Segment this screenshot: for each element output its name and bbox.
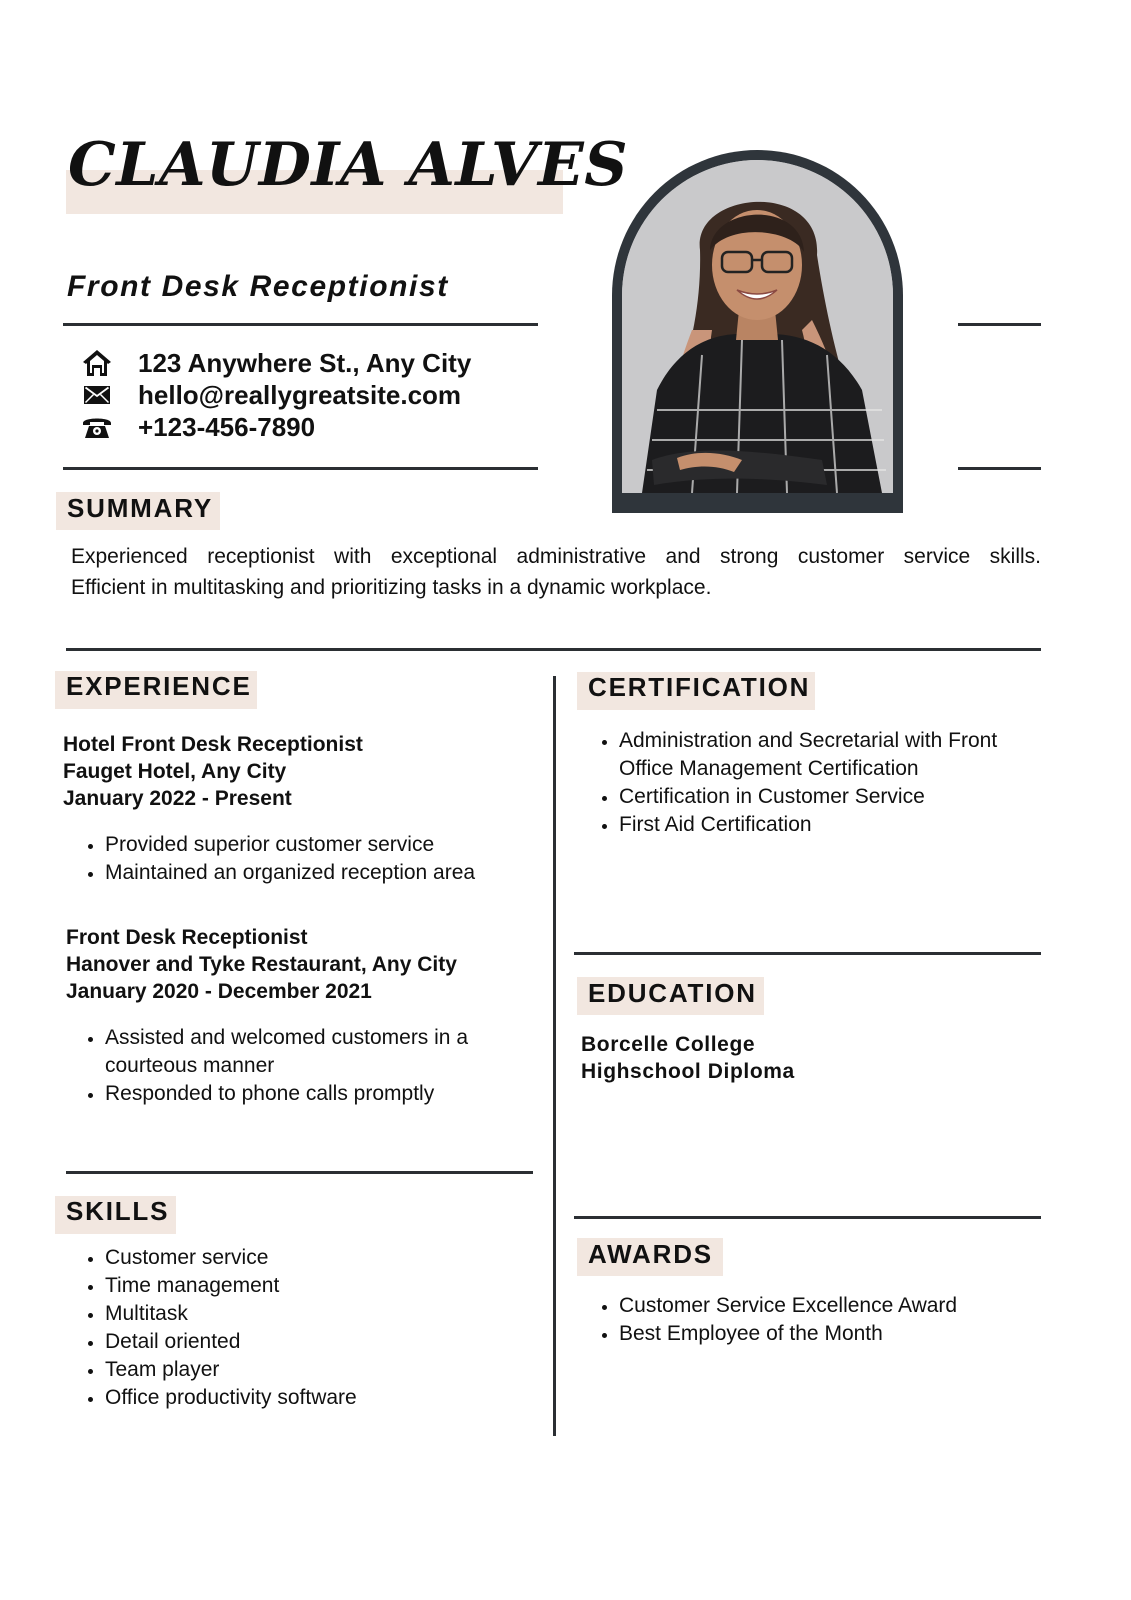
list-item: Best Employee of the Month (599, 1320, 957, 1348)
contact-address-text: 123 Anywhere St., Any City (138, 347, 472, 378)
education-title: EDUCATION (588, 978, 757, 1008)
list-item: Responded to phone calls promptly (85, 1080, 468, 1108)
contact-email (80, 379, 461, 411)
list-item-line: Office Management Certification (619, 757, 919, 780)
list-item: Provided superior customer service (85, 831, 475, 859)
awards-list (599, 1292, 957, 1348)
list-item (85, 1024, 468, 1080)
right-top-rule (958, 323, 1041, 326)
summary-line: Efficient in multitasking and prioritizing tasks in a dynamic workplace. (71, 576, 712, 599)
profile-photo (622, 160, 893, 493)
contact-address (80, 347, 471, 379)
education-degree: Highschool Diploma (581, 1060, 795, 1083)
contact-email-text: hello@reallygreatsite.com (138, 379, 462, 410)
job-company: Hanover and Tyke Restaurant, Any City (66, 953, 457, 976)
list-item-line: courteous manner (105, 1054, 275, 1077)
list-item: Customer Service Excellence Award (599, 1292, 957, 1320)
contact-top-rule (63, 323, 538, 326)
right-bottom-rule (958, 467, 1041, 470)
contact-bottom-rule (63, 467, 538, 470)
job-2-bullets (85, 1024, 468, 1108)
education-bottom-rule (574, 1216, 1041, 1219)
list-item: First Aid Certification (599, 811, 997, 839)
candidate-name: CLAUDIA ALVES (68, 130, 629, 200)
envelope-icon (80, 379, 114, 411)
list-item: Customer service (85, 1244, 357, 1272)
list-item: Time management (85, 1272, 357, 1300)
list-item: Maintained an organized reception area (85, 859, 475, 887)
certification-bottom-rule (574, 952, 1041, 955)
job-entry-1 (63, 731, 363, 812)
experience-title: EXPERIENCE (66, 671, 252, 701)
awards-title: AWARDS (588, 1239, 713, 1269)
list-item: Certification in Customer Service (599, 783, 997, 811)
education-entry (581, 1031, 795, 1085)
education-school: Borcelle College (581, 1033, 756, 1056)
summary-bottom-rule (66, 648, 1041, 651)
list-item-line: Administration and Secretarial with Front (619, 729, 998, 752)
job-role: Front Desk Receptionist (67, 270, 449, 303)
skills-list (85, 1244, 357, 1412)
summary-line: Experienced receptionist with exceptional administrative and strong customer service skills. (71, 545, 1041, 568)
job-1-bullets (85, 831, 475, 887)
contact-phone-text: +123-456-7890 (138, 411, 316, 442)
certification-list (599, 727, 997, 839)
list-item: Team player (85, 1356, 357, 1384)
experience-bottom-rule (66, 1171, 533, 1174)
list-item: Detail oriented (85, 1328, 357, 1356)
certification-title: CERTIFICATION (588, 672, 811, 702)
job-position: Front Desk Receptionist (66, 926, 308, 949)
job-position: Hotel Front Desk Receptionist (63, 733, 363, 756)
job-dates: January 2020 - December 2021 (66, 980, 372, 1003)
list-item (599, 727, 997, 783)
job-company: Fauget Hotel, Any City (63, 760, 287, 783)
telephone-icon (80, 411, 114, 443)
column-divider (553, 676, 556, 1436)
summary-title: SUMMARY (67, 493, 213, 523)
contact-phone (80, 411, 315, 443)
list-item: Office productivity software (85, 1384, 357, 1412)
job-entry-2 (66, 924, 457, 1005)
skills-title: SKILLS (66, 1196, 170, 1226)
list-item: Multitask (85, 1300, 357, 1328)
job-dates: January 2022 - Present (63, 787, 292, 810)
list-item-line: Assisted and welcomed customers in a (105, 1026, 468, 1049)
summary-text (71, 541, 1041, 603)
home-icon (80, 347, 114, 379)
